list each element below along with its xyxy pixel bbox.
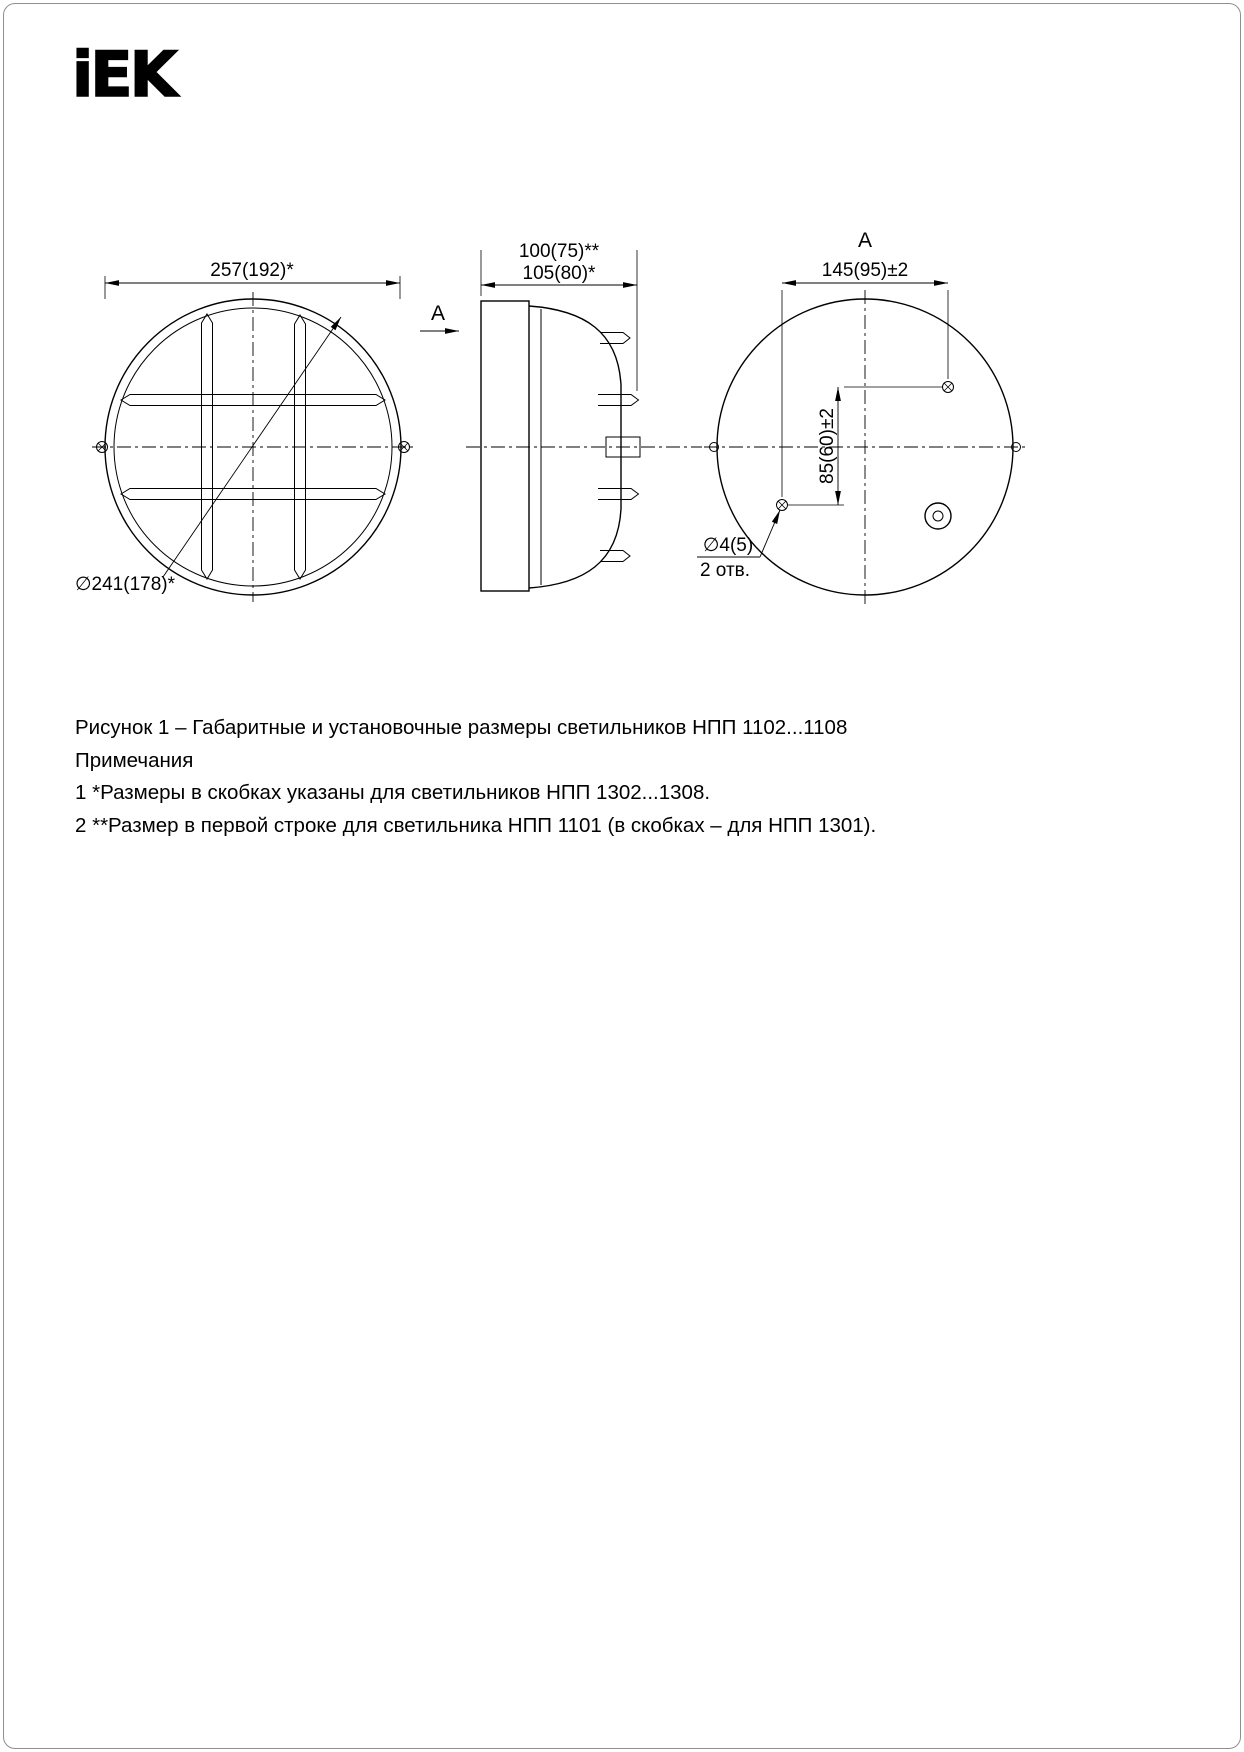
side-depth-dimension-line2: 105(80)* bbox=[522, 263, 596, 284]
hole-count-label: 2 отв. bbox=[699, 560, 751, 581]
iek-logo: iEK bbox=[72, 38, 175, 111]
notes-heading: Примечания bbox=[75, 748, 194, 772]
hole-diameter-label: ∅4(5) bbox=[702, 535, 754, 556]
cable-entry-inner-circle bbox=[933, 511, 943, 521]
figure-title: Рисунок 1 – Габаритные и установочные размеры светильников НПП 1102...1108 bbox=[75, 716, 848, 739]
view-direction-label: А bbox=[430, 302, 446, 325]
side-depth-dimension-line1: 100(75)** bbox=[518, 241, 600, 262]
rear-holes-span-label: 145(95)±2 bbox=[821, 260, 909, 281]
note-2: 2 **Размер в первой строке для светильника НПП 1101 (в скобках – для НПП 1301). bbox=[75, 813, 877, 837]
mounting-hole-top bbox=[943, 382, 954, 393]
cable-entry-outer-circle bbox=[925, 503, 951, 529]
side-base-plate bbox=[481, 301, 529, 591]
front-view bbox=[75, 260, 414, 602]
cable-entry bbox=[925, 503, 951, 529]
side-grille-bar-stub-1 bbox=[600, 333, 630, 344]
front-diameter-leader-line bbox=[163, 317, 341, 577]
note-1: 1 *Размеры в скобках указаны для светильников НПП 1302...1308. bbox=[75, 781, 711, 805]
mounting-hole-bottom bbox=[777, 500, 788, 511]
figure-caption-block bbox=[75, 712, 1185, 842]
side-view bbox=[420, 241, 702, 591]
front-width-dimension-label: 257(192)* bbox=[210, 260, 294, 281]
side-grille-bar-stub-2 bbox=[598, 395, 639, 406]
front-diameter-label: ∅241(178)* bbox=[75, 574, 176, 595]
hole-callout-leader bbox=[760, 510, 780, 557]
rear-view bbox=[697, 229, 1026, 604]
side-grille-bar-stub-4 bbox=[600, 551, 630, 562]
rear-view-label: А bbox=[857, 229, 873, 252]
rear-holes-height-label: 85(60)±2 bbox=[817, 408, 838, 484]
grille-bar-vertical-left bbox=[202, 314, 213, 579]
side-grille-bar-stub-3 bbox=[598, 489, 639, 500]
